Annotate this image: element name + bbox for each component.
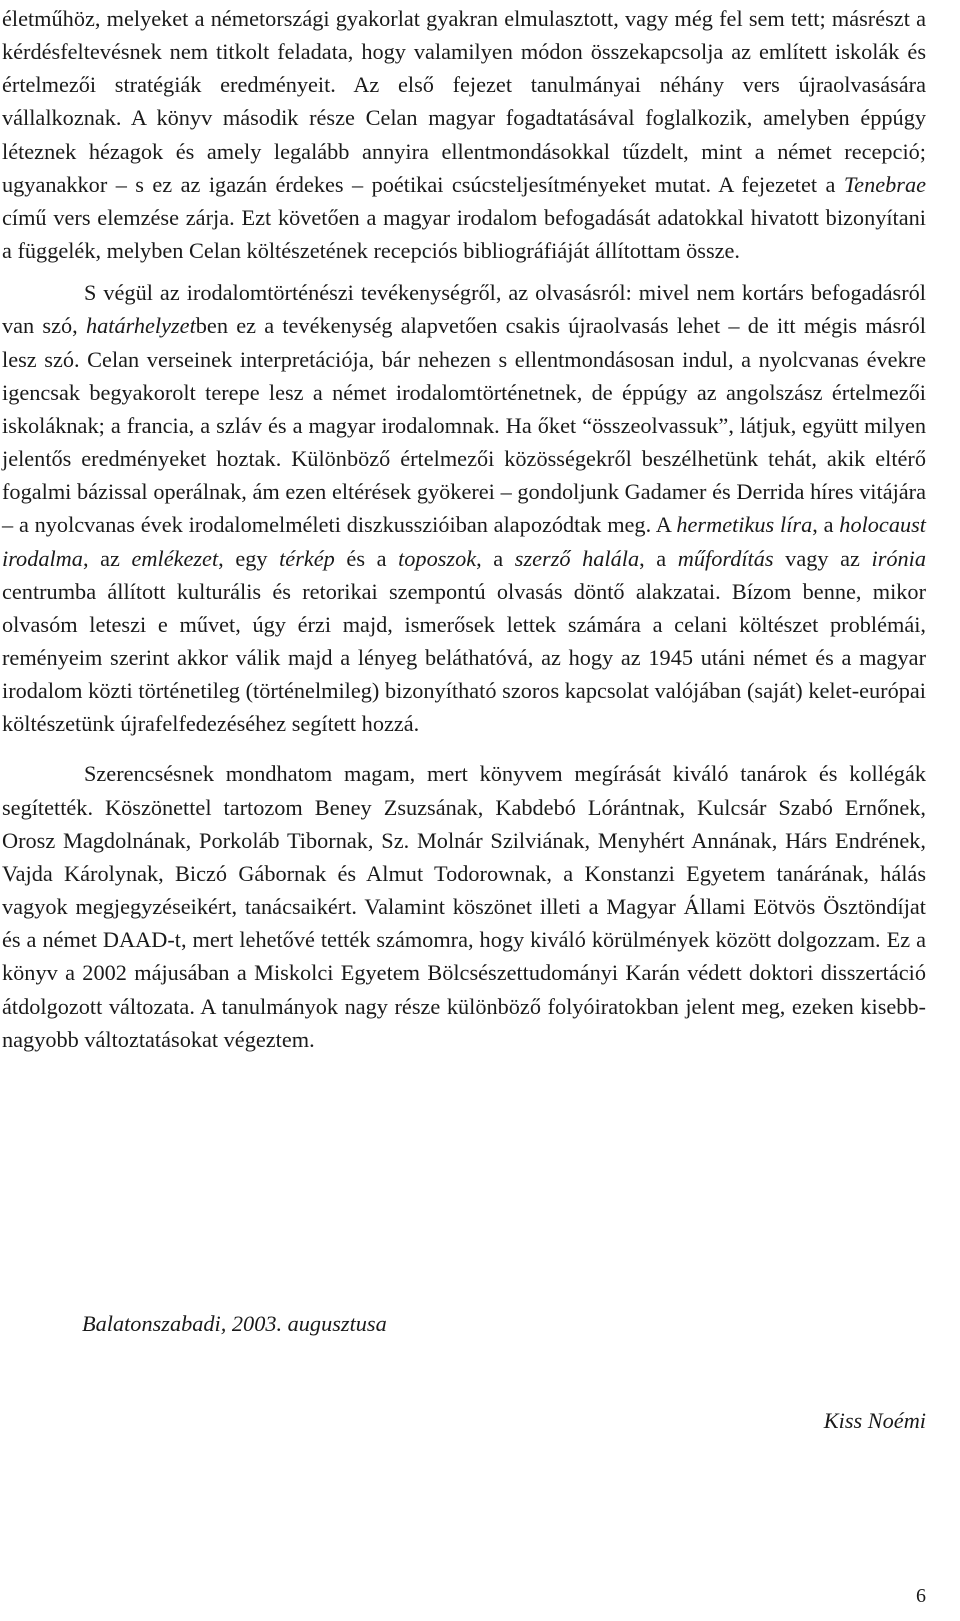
text-run: Szerencsésnek mondhatom magam, mert könyvem megírását kiváló tanárok és kollégák segítették. Köszönettel tartozom Beney Zsuzsának, Kabdebó Lórántnak, Kulcsár Szabó Ernőnek, Orosz Magdolnának, Porkoláb Tibornak, Sz. Molnár Szilviának, Menyhért Annának, Hárs Endrének, Vajda Károlynak, Biczó Gábornak és Almut Todorownak, a Konstanzi Egyetem tanárának, hálás vagyok megjegyzéseikért, tanácsaikért. Valamint köszönet illeti a Magyar Állami Eötvös Ösztöndíjat és a német DAAD-t, mert lehetővé tették számomra, hogy kiváló körülmények között dolgozzam. Ez a könyv a 2002 májusában a Miskolci Egyetem Bölcsészettudományi Karán védett doktori disszertáció átdolgozott változata. A tanulmányok nagy része különböző folyóiratokban jelent meg, ezeken kisebb-nagyobb változtatásokat végeztem. — [2, 761, 926, 1052]
signature-author: Kiss Noémi — [823, 1408, 926, 1433]
text-run: és a — [334, 545, 399, 571]
paragraph-intro — [2, 2, 926, 267]
italic-term: határhelyzet — [85, 313, 196, 339]
text-run: centrumba állított kulturális és retorikai szempontú olvasás döntő alakzatai. Bízom benne, mikor olvasóm leteszi e művet, úgy érzi majd, ismerősek lettek számára a celani költészet problémái, reményeim szerint akkor válik majd a lényeg beláthatóvá, az hogy az 1945 utáni német és a magyar irodalom közti történetileg (történelmileg) bizonyítható szoros kapcsolat valójában (saját) kelet-európai költészetünk újrafelfedezéséhez segített hozzá. — [2, 578, 926, 737]
paragraph-acknowledgements — [2, 757, 926, 1055]
paragraph-reading — [2, 276, 926, 740]
text-run: , egy — [218, 545, 280, 571]
text-run: életműhöz, melyeket a németországi gyakorlat gyakran elmulasztott, vagy még fel sem tett; másrészt a kérdésfeltevésnek nem titkolt feladata, hogy valamilyen módon összekapcsolja az említett iskolák és értelmezői stratégiák eredményeit. Az első fejezet tanulmányai néhány vers újraolvasására vállalkoznak. A könyv második része Celan magyar fogadtatásával foglalkozik, amelyben éppúgy léteznek hézagok és amely legalább annyira ellentmondásokkal tűzdelt, mint a német recepció; ugyanakkor – s ez az igazán érdekes – poétikai csúcsteljesítményeket mutat. A fejezetet a — [2, 6, 926, 197]
text-run: ben ez a tevékenység alapvetően csakis újraolvasás lehet – de itt mégis másról lesz szó. Celan verseinek interpretációja, bár nehezen s ellentmondásosan indul, a nyolcvanas évekre igencsak begyakorolt terepe lesz a német irodalomtörténetnek, de éppúgy az angolszász értelmezői iskoláknak; a francia, a szláv és a magyar irodalomnak. Ha őket “összeolvassuk”, látjuk, együtt milyen jelentős eredményeket hoztak. Különböző értelmezői közösségekről beszélhetünk tehát, akik eltérő fogalmi bázissal operálnak, ám ezen eltérések gyökerei – gondoljunk Gadamer és Derrida híres vitájára – a nyolcvanas évek irodalomelméleti diszkusszióiban alapozódtak meg. A — [2, 313, 927, 538]
text-run: , a — [639, 545, 678, 571]
signature-place-date: Balatonszabadi, 2003. augusztusa — [82, 1311, 387, 1336]
italic-term: irónia — [871, 545, 927, 571]
italic-term: szerző halála — [514, 545, 640, 571]
italic-term: holocaust irodalma — [2, 512, 927, 571]
italic-term: hermetikus líra — [676, 512, 813, 538]
italic-term: műfordítás — [677, 545, 774, 571]
text-run: vagy az — [773, 545, 872, 571]
page-number: 6 — [916, 1585, 926, 1607]
italic-term: toposzok — [398, 545, 477, 571]
text-run: című vers elemzése zárja. Ezt követően a magyar irodalom befogadását adatokkal hivatott bizonyítani a függelék, melyben Celan költészetének recepciós bibliográfiáját állítottam össze. — [2, 204, 926, 264]
italic-term: emlékezet — [131, 545, 219, 571]
text-run: , a — [476, 545, 515, 571]
italic-term: Tenebrae — [843, 171, 926, 197]
text-run: , a — [812, 512, 840, 538]
italic-term: térkép — [279, 545, 335, 571]
text-run: S végül az irodalomtörténészi tevékenységről, az olvasásról: mivel nem kortárs befogadásról van szó, — [2, 280, 926, 339]
text-run: , az — [82, 545, 132, 571]
